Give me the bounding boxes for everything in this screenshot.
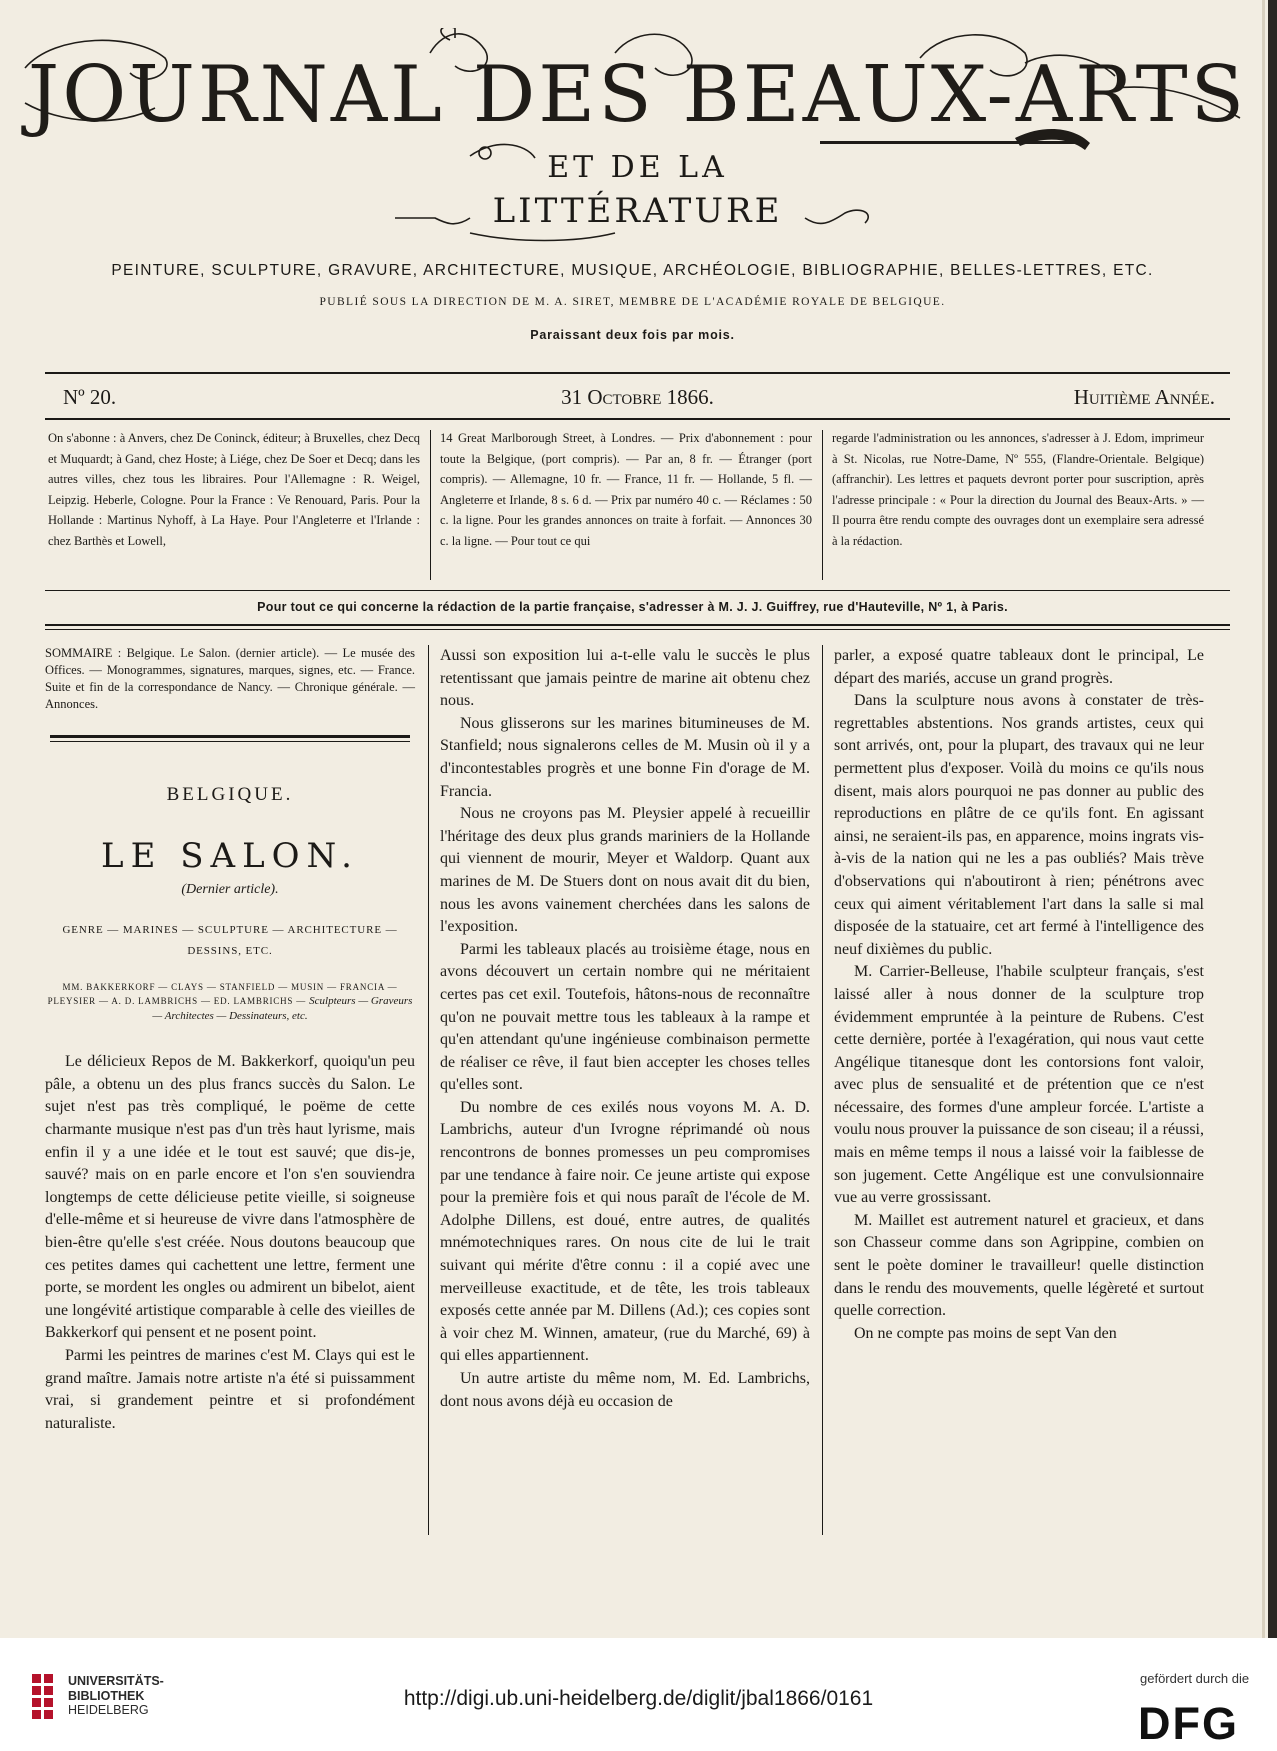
paragraph: Dans la sculpture nous avons à constater de très-regrettables abstentions. Nos grands artistes, ceux qui sont arrivés, ont, pour la plupart, des travaux qui ne leur permettent plus d'exposer. Voilà du moins ce qu'ils nous disent, mais alors pourquoi ne pas donner au public des reproductions en plâtre de ce qu'ils font. En agissant ainsi, ne seraient-ils pas, en apparence, moins ingrats vis-à-vis de la nation qui ne les a pas oubliés? Mais trève d'observations qui n'aboutiront à rien; pénétrons avec ceux qui aiment véritablement l'art dans la salle si mal disposée de la statuaire, cet art fermé à l'intelligence des neuf dixièmes du public. bbox=[834, 692, 1204, 958]
article-column-2 bbox=[440, 645, 810, 1413]
paragraph: Un autre artiste du même nom, M. Ed. Lambrichs, dont nous avons déjà eu occasion de bbox=[440, 1370, 810, 1410]
library-line-2: BIBLIOTHEK bbox=[68, 1688, 145, 1703]
library-line-3: HEIDELBERG bbox=[68, 1703, 149, 1717]
paragraph: M. Maillet est autrement naturel et gracieux, et dans son Chasseur comme dans son Agrippine, combien on sent le poète dominer le travailleur! quelle distinction dans le rendu des mouvements, quelle légèreté et surtout quelle correction. bbox=[834, 1211, 1204, 1320]
sommaire-rule-thin bbox=[50, 741, 410, 742]
subscription-col-3: regarde l'administration ou les annonces, s'adresser à J. Edom, imprimeur à St. Nicolas, rue Notre-Dame, Nº 555, (Flandre-Orientale. Belgique) (affranchir). Les lettres et paquets devront porter pour suscription, après l'adresse principale : « Pour la direction du Journal des Beaux-Arts. » — Il pourra être rendu compte des ouvrages dont un exemplaire sera adressé à la rédaction. bbox=[832, 431, 1204, 548]
paragraph: M. Carrier-Belleuse, l'habile sculpteur français, s'est laissé aller à nous donner de la sculpture trop évidemment empruntée à la peinture de Rubens. C'est cette dernière, portée à l'exagération, qui nous vaut cette Angélique titanesque dont les contorsions font valoir, avec plus de sensualité et de prétention que ce n'est nécessaire, des formes d'une ampleur forcée. L'artiste a voulu nous prouver la puissance de son ciseau; il a réussi, mais en même temps il nous a laissé voir la faiblesse de son jugement. Cette Angélique est une convulsionnaire vue au verre grossissant. bbox=[834, 963, 1204, 1207]
column-divider-2 bbox=[822, 645, 823, 1535]
issue-date: 31 Octobre 1866. bbox=[561, 385, 714, 409]
subscription-divider-1 bbox=[430, 430, 431, 580]
column-1-body bbox=[45, 1051, 415, 1435]
footer-bar bbox=[0, 1638, 1277, 1751]
article-title: LE SALON. bbox=[101, 835, 359, 876]
subscription-divider-2 bbox=[822, 430, 823, 580]
masthead bbox=[15, 28, 1260, 243]
journal-title: JOURNAL DES BEAUX-ARTS bbox=[27, 50, 1248, 140]
artists-categories: Sculpteurs — Graveurs — Architectes — Dessinateurs, etc. bbox=[152, 995, 413, 1022]
paragraph: Parmi les tableaux placés au troisième étage, nous en avons découvert un certain nombre qui ne méritaient certes pas cet exil. Toutefois, hâtons-nous de reconnaître qu'on ne pouvait mettre tous les tableaux à la rampe et qu'en attendant qu'une ingénieuse combinaison permette de réaliser ce rêve, il faut bien accepter les choses telles qu'elles sont. bbox=[440, 940, 810, 1094]
article-column-1 bbox=[45, 645, 415, 1435]
body-rule-2 bbox=[45, 629, 1230, 630]
header-rule-top bbox=[45, 372, 1230, 374]
article-genres: GENRE — MARINES — SCULPTURE — ARCHITECTURE — DESSINS, ETC. bbox=[62, 923, 398, 957]
frequency-line: Paraissant deux fois par mois. bbox=[530, 328, 735, 342]
issue-year: Huitième Année. bbox=[1073, 385, 1215, 409]
page-gutter bbox=[1268, 0, 1277, 1638]
paragraph: Nous ne croyons pas M. Pleysier appelé à recueillir l'héritage des deux plus grands mariniers de la Hollande qui viennent de mourir, Meyer et Waldorp. Quant aux marines de M. De Stuers dont on nous avait dit du bien, nous les avons vainement cherchées dans les salons de l'exposition. bbox=[440, 805, 810, 936]
page-edge-shadow bbox=[1262, 0, 1265, 1638]
funding-label: gefördert durch die bbox=[1140, 1671, 1250, 1686]
body-rule-1 bbox=[45, 624, 1230, 626]
director-line: PUBLIÉ SOUS LA DIRECTION DE M. A. SIRET, MEMBRE DE L'ACADÉMIE ROYALE DE BELGIQUE. bbox=[319, 296, 946, 308]
paragraph: Le délicieux Repos de M. Bakkerkorf, quoiqu'un peu pâle, a obtenu un des plus francs succès du Salon. Le sujet n'est pas très compliqué, le poëme de cette charmante musique n'est pas d'un très haut lyrisme, mais enfin il y a une idée et le tout est sauvé; que dis-je, sauvé? mais on en parle encore et l'on s'en souviendra longtemps de cette délicieuse petite vieille, si soigneuse d'elle-même et si heureuse de vivre dans l'atmosphère de bien-être qu'elle s'est créée. Nous doutons beaucoup que ces petites dames qui cachettent une lettre, ferment une porte, se mordent les ongles ou admirent un bibelot, aient une longévité artistique comparable à celle des vieilles de Bakkerkorf qui pensent et ne posent point. bbox=[45, 1053, 415, 1342]
paragraph: Nous glisserons sur les marines bitumineuses de M. Stanfield; nous signalerons celles de M. Musin où il y a d'incontestables progrès et une bonne Fin d'orage de M. Francia. bbox=[440, 714, 810, 800]
paragraph: Parmi les peintres de marines c'est M. Clays qui est le grand maître. Jamais notre artiste n'a été si puissamment vrai, si grandement peintre et si profondément naturaliste. bbox=[45, 1347, 415, 1432]
article-note: (Dernier article). bbox=[181, 882, 279, 898]
journal-subtitle: LITTÉRATURE bbox=[492, 191, 783, 231]
subscription-col-1: On s'abonne : à Anvers, chez De Coninck, éditeur; à Bruxelles, chez Decq et Muquardt; à Gand, chez Hoste; à Liége, chez De Soer et Decq; dans les autres villes, chez tous les libraires. Pour l'Allemagne : R. Weigel, Leipzig. Heberle, Cologne. Pour la France : Ve Renouard, Paris. Pour la Hollande : Martinus Nyhoff, à La Haye. Pour l'Angleterre et l'Irlande : chez Barthès et Lowell, bbox=[48, 431, 420, 548]
paragraph: On ne compte pas moins de sept Van den bbox=[854, 1324, 1117, 1342]
column-divider-1 bbox=[428, 645, 429, 1535]
paragraph: parler, a exposé quatre tableaux dont le principal, Le départ des mariés, accuse un grand progrès. bbox=[834, 647, 1204, 687]
redaction-notice: Pour tout ce qui concerne la rédaction de la partie française, s'adresser à M. J. J. Guiffrey, rue d'Hauteville, Nº 1, à Paris. bbox=[257, 600, 1008, 614]
ornament-right-underline bbox=[820, 141, 1085, 144]
sommaire-rule-thick bbox=[50, 735, 410, 738]
document-url-link[interactable]: http://digi.ub.uni-heidelberg.de/diglit/jbal1866/0161 bbox=[403, 1687, 874, 1710]
article-artists bbox=[45, 980, 415, 1024]
ornament-lit-under bbox=[470, 233, 615, 241]
article-column-3 bbox=[834, 645, 1204, 1345]
subscription-col-2: 14 Great Marlborough Street, à Londres. — Prix d'abonnement : pour toute la Belgique, (port compris). — Par an, 8 fr. — Étranger (port compris). — Allemagne, 10 fr. — France, 11 fr. — Hollande, 5 fl. — Angleterre et Irlande, 8 s. 6 d. — Prix par numéro 40 c. — Réclames : 50 c. la ligne. Pour les grandes annonces on traite à forfait. — Annonces 30 c. la ligne. — Pour tout ce qui bbox=[440, 431, 812, 548]
journal-connector: ET DE LA bbox=[547, 150, 728, 185]
subscription-rule bbox=[45, 590, 1230, 591]
subjects-line: PEINTURE, SCULPTURE, GRAVURE, ARCHITECTURE, MUSIQUE, ARCHÉOLOGIE, BIBLIOGRAPHIE, BELLES-LETTRES, ETC. bbox=[111, 262, 1154, 279]
issue-row bbox=[45, 385, 1230, 411]
paragraph: Du nombre de ces exilés nous voyons M. A. D. Lambrichs, auteur d'un Ivrogne réprimandé où nous rencontrons de bonnes promesses un peu compromises par une tendance à faire noir. Ce jeune artiste qui expose pour la première fois et qui nous paraît de l'école de M. Adolphe Dillens, est doué, entre autres, de qualités mnémotechniques rares. On nous cite de lui le trait suivant qui mérite d'être connu : il a copié avec une merveilleuse exactitude, et de tête, les trois tableaux exposés cette année par M. Dillens (Ad.); ces copies sont à voir chez M. Winnen, amateur, (rue du Marché, 69) à qui elles appartiennent. bbox=[440, 1098, 810, 1365]
library-line-1: UNIVERSITÄTS- bbox=[68, 1674, 164, 1688]
paragraph: Aussi son exposition lui a-t-elle valu le succès le plus retentissant que jamais peintre de marine ait obtenu chez nous. bbox=[440, 647, 810, 710]
section-heading: BELGIQUE. bbox=[166, 784, 294, 805]
issue-number: Nº 20. bbox=[63, 385, 117, 409]
dfg-logo: DFG bbox=[1138, 1698, 1239, 1749]
header-rule-bottom bbox=[45, 418, 1230, 420]
artists-list: MM. BAKKERKORF — CLAYS — STANFIELD — MUSIN — FRANCIA — PLEYSIER — A. D. LAMBRICHS — ED. LAMBRICHS — bbox=[47, 981, 398, 1007]
sommaire: SOMMAIRE : Belgique. Le Salon. (dernier article). — Le musée des Offices. — Monogrammes, signatures, marques, signes, etc. — France. Suite et fin de la correspondance de Nancy. — Chronique générale. — Annonces. bbox=[45, 646, 415, 711]
